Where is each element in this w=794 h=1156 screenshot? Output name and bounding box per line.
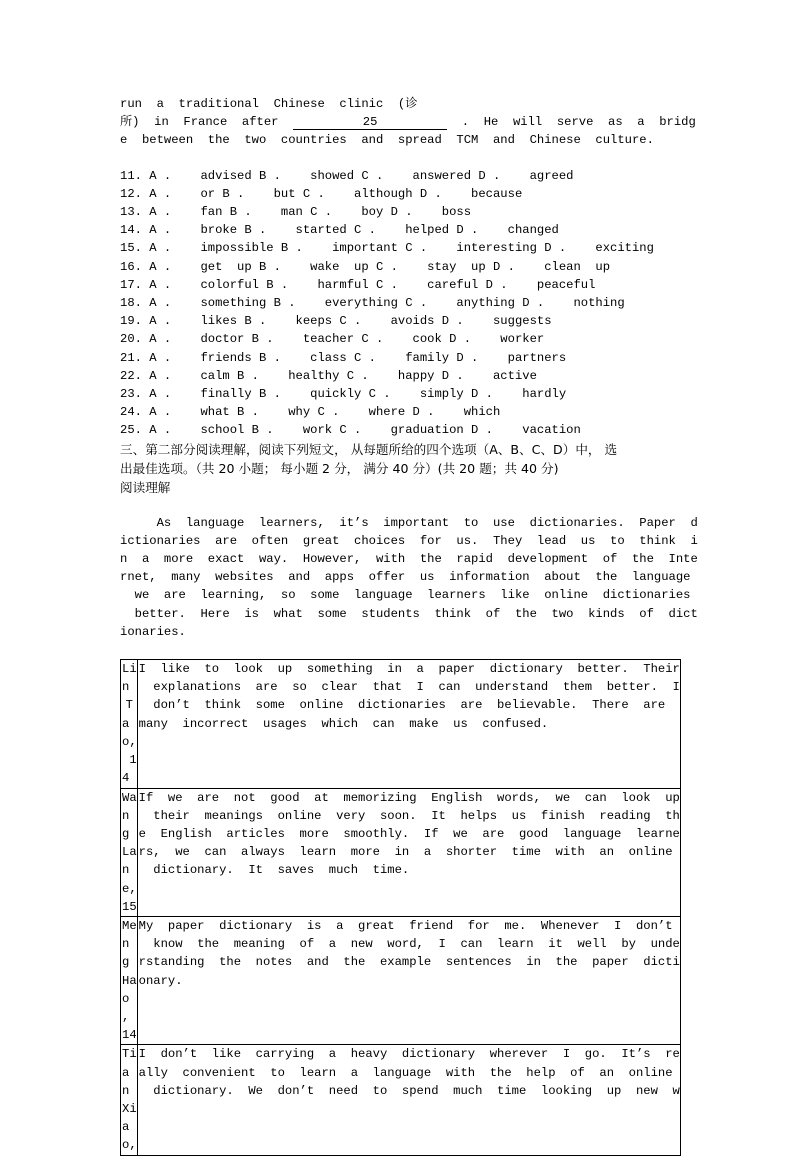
student-opinion-cell [137,1045,680,1155]
intro-line-2-end: . He will serve as a bridg [461,115,696,130]
student-name-cell [121,1045,138,1155]
opinion-line: ally convenient to learn a language with the help of an online [138,1065,673,1080]
passage-line: ionaries. [120,624,186,639]
name-fragment: , [122,1009,130,1024]
option-row-13: 13. A . fan B . man C . boy D . boss [120,205,472,220]
name-fragment: Hao [122,973,137,1006]
opinion-line: If we are not good at memorizing English words, we can look up [138,790,680,805]
student-name-cell [121,660,138,788]
reading-passage [120,514,698,641]
intro-line-1: run a traditional Chinese clinic (诊 [120,97,418,111]
option-row-22: 22. A . calm B . healthy C . happy D . active [120,368,537,383]
option-row-11: 11. A . advised B . showed C . answered D . agreed [120,168,574,183]
student-name-cell [121,916,138,1044]
opinion-line: dictionary. We don’t need to spend much time looking up new w [138,1083,680,1098]
student-opinion-cell [137,788,680,916]
name-fragment: ao, [122,716,137,749]
section-heading-line-2: 出最佳选项。（共 20 小题； 每小题 2 分， 满分 40 分）(共 20 题；共 40 分) [120,460,559,476]
option-row-20: 20. A . doctor B . teacher C . cook D . worker [120,332,545,347]
opinion-line: onary. [138,973,183,988]
option-row-17: 17. A . colorful B . harmful C . careful D . peaceful [120,277,596,292]
name-fragment: Wan [122,790,137,823]
passage-line: ictionaries are often great choices for us. They lead us to think i [120,533,698,548]
opinion-line: My paper dictionary is a great friend for me. Whenever I don’t [138,918,673,933]
name-fragment: g [122,826,130,841]
opinion-line: don’t think some online dictionaries are believable. There are [138,698,666,713]
intro-line-2 [120,113,696,131]
options-list [120,167,673,440]
option-row-18: 18. A . something B . everything C . anything D . nothing [120,296,625,311]
option-row-15: 15. A . impossible B . important C . interesting D . exciting [120,241,654,256]
table-row [121,916,681,1044]
name-fragment: Xia [122,1101,137,1135]
student-opinion-cell [137,660,680,788]
student-opinion-cell [137,916,680,1044]
opinion-line: many incorrect usages which can make us confused. [138,716,549,731]
opinion-line: e English articles more smoothly. If we are good language learne [138,826,680,841]
name-fragment: 4 [122,771,130,786]
passage-line: n a more exact way. However, with the rapid development of the Inte [120,552,698,567]
student-name-cell [121,788,138,916]
blank-25: 25 [293,115,447,130]
passage-line: we are learning, so some language learners like online dictionaries [120,588,691,603]
opinion-line: explanations are so clear that I can understand them better. I [138,680,680,695]
passage-line: As language learners, it’s important to use dictionaries. Paper d [120,515,698,530]
name-fragment: Tia [122,1047,137,1080]
opinion-line: know the meaning of a new word, I can learn it well by unde [138,937,680,952]
name-fragment: o, [122,1138,137,1153]
option-row-24: 24. A . what B . why C . where D . which [120,405,501,420]
option-row-19: 19. A . likes B . keeps C . avoids D . suggests [120,314,552,329]
document-page [120,95,698,1156]
intro-line-2-start: 所) in France after [120,115,279,130]
intro-line-3: e between the two countries and spread TCM and Chinese culture. [120,133,654,148]
opinion-line: rstanding the notes and the example sentences in the paper dicti [138,955,680,970]
name-fragment: 15 [122,899,137,914]
option-row-14: 14. A . broke B . started C . helped D . changed [120,223,559,238]
section-subheading: 阅读理解 [120,479,171,495]
passage-line: rnet, many websites and apps offer us information about the language [120,570,691,585]
name-fragment: Lin [122,662,137,695]
table-row [121,788,681,916]
opinion-line: dictionary. It saves much time. [138,863,410,878]
opinion-line: I don’t like carrying a heavy dictionary wherever I go. It’s re [138,1047,680,1062]
name-fragment: T [125,698,133,713]
option-row-21: 21. A . friends B . class C . family D . partners [120,350,567,365]
option-row-25: 25. A . school B . work C . graduation D . vacation [120,423,581,438]
option-row-16: 16. A . get up B . wake up C . stay up D . clean up [120,259,611,274]
option-row-23: 23. A . finally B . quickly C . simply D . hardly [120,387,567,402]
passage-line: better. Here is what some students think of the two kinds of dict [120,606,698,621]
opinion-line: rs, we can always learn more in a shorter time with an online [138,845,673,860]
name-fragment: n [122,1083,130,1098]
table-row [121,1045,681,1155]
name-fragment: 1 [129,753,137,768]
table-row [121,660,681,788]
opinion-line: I like to look up something in a paper dictionary better. Their [138,662,680,677]
name-fragment: Lan [122,845,137,878]
name-fragment: e, [122,881,137,896]
opinion-line: their meanings online very soon. It helps us finish reading th [138,808,680,823]
name-fragment: g [122,955,130,970]
option-row-12: 12. A . or B . but C . although D . because [120,186,523,201]
section-heading-line-1: 三、第二部分阅读理解，阅读下列短文， 从每题所给的四个选项（A、B、C、D）中， 选 [120,441,618,457]
opinions-table [120,659,681,1155]
name-fragment: Men [122,918,137,952]
name-fragment: 14 [122,1028,137,1043]
